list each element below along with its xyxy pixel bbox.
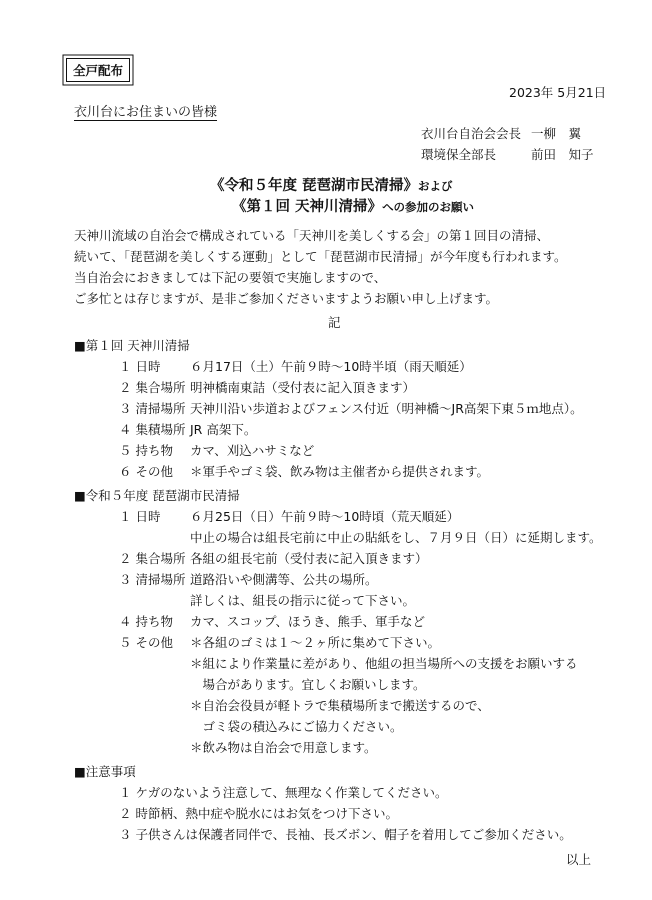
item-text: JR 高架下。: [190, 422, 257, 437]
intro-line: 続いて、「琵琶湖を美しくする運動」として「琵琶湖市民清掃」が今年度も行われます。: [74, 249, 567, 264]
distribution-badge: 全戸配布: [66, 58, 130, 82]
item-note: 詳しくは、組長の指示に従って下さい。: [190, 593, 416, 608]
item-text: ＊軍手やゴミ袋、飲み物は主催者から提供されます。: [190, 464, 490, 479]
intro-line: 当自治会におきましては下記の要領で実施しますので、: [74, 270, 387, 285]
ki-heading: 記: [328, 315, 341, 330]
item-text: 場合があります。宜しくお願いします。: [190, 677, 426, 692]
item-text: カマ、スコップ、ほうき、熊手、軍手など: [190, 614, 426, 629]
section-heading: ■令和５年度 琵琶湖市民清掃: [74, 488, 240, 503]
sender-name: 前田 知子: [531, 147, 594, 162]
item-label: ３ 清掃場所: [119, 572, 186, 587]
section-heading: ■注意事項: [74, 764, 136, 779]
item-text: 天神川沿い歩道およびフェンス付近（明神橋～JR高架下東５ｍ地点）。: [190, 401, 583, 416]
sender-title: 衣川台自治会会長: [421, 126, 522, 141]
intro-line: ご多忙とは存じますが、是非ご参加くださいますようお願い申し上げます。: [74, 291, 499, 306]
section-heading: ■第１回 天神川清掃: [74, 338, 190, 353]
item-label: ４ 持ち物: [119, 614, 173, 629]
item-label: ５ その他: [119, 635, 173, 650]
title-line-2: [232, 195, 474, 216]
item-label: ４ 集積場所: [119, 422, 186, 437]
item-label: １ 日時: [119, 509, 161, 524]
item-text: 明神橋南東詰（受付表に記入頂きます）: [190, 380, 416, 395]
item-label: １ 日時: [119, 359, 161, 374]
addressee: 衣川台にお住まいの皆様: [74, 105, 218, 120]
notice-item: １ ケガのないよう注意して、無理なく作業してください。: [119, 785, 448, 800]
item-text: ゴミ袋の積込みにご協力ください。: [190, 719, 403, 734]
item-text: ６月17日（土）午前９時～10時半頃（雨天順延）: [190, 359, 472, 374]
item-text: ＊飲み物は自治会で用意します。: [190, 740, 377, 755]
item-text: カマ、刈込ハサミなど: [190, 443, 315, 458]
item-text: 道路沿いや側溝等、公共の場所。: [190, 572, 378, 587]
intro-line: 天神川流域の自治会で構成されている「天神川を美しくする会」の第１回目の清掃、: [74, 228, 550, 243]
item-label: ２ 集合場所: [119, 380, 186, 395]
sender-name: 一柳 翼: [531, 126, 582, 141]
closing-mark: 以上: [566, 852, 592, 867]
title-main: 《第１回 天神川清掃》: [232, 199, 383, 215]
item-text: 各組の組長宅前（受付表に記入頂きます）: [190, 551, 428, 566]
item-label: ５ 持ち物: [119, 443, 173, 458]
item-label: ６ その他: [119, 464, 173, 479]
issue-date: 2023年 5月21日: [509, 85, 607, 100]
item-text: ６月25日（日）午前９時～10時頃（荒天順延）: [190, 509, 460, 524]
notice-item: ２ 時節柄、熱中症や脱水にはお気をつけ下さい。: [119, 806, 398, 821]
title-suffix: および: [418, 179, 453, 193]
item-label: ３ 清掃場所: [119, 401, 186, 416]
item-note: 中止の場合は組長宅前に中止の貼紙をし、７月９日（日）に延期します。: [190, 530, 602, 545]
item-label: ２ 集合場所: [119, 551, 186, 566]
sender-title: 環境保全部長: [421, 147, 497, 162]
title-line-1: [210, 174, 453, 195]
title-main: 《令和５年度 琵琶湖市民清掃》: [210, 178, 419, 194]
title-suffix: への参加のお願い: [382, 200, 475, 214]
notice-item: ３ 子供さんは保護者同伴で、長袖、長ズボン、帽子を着用してご参加ください。: [119, 827, 572, 842]
item-text: ＊各組のゴミは１～２ヶ所に集めて下さい。: [190, 635, 441, 650]
item-text: ＊自治会役員が軽トラで集積場所まで搬送するので、: [190, 698, 490, 713]
item-text: ＊組により作業量に差があり、他組の担当場所への支援をお願いする: [190, 656, 578, 671]
